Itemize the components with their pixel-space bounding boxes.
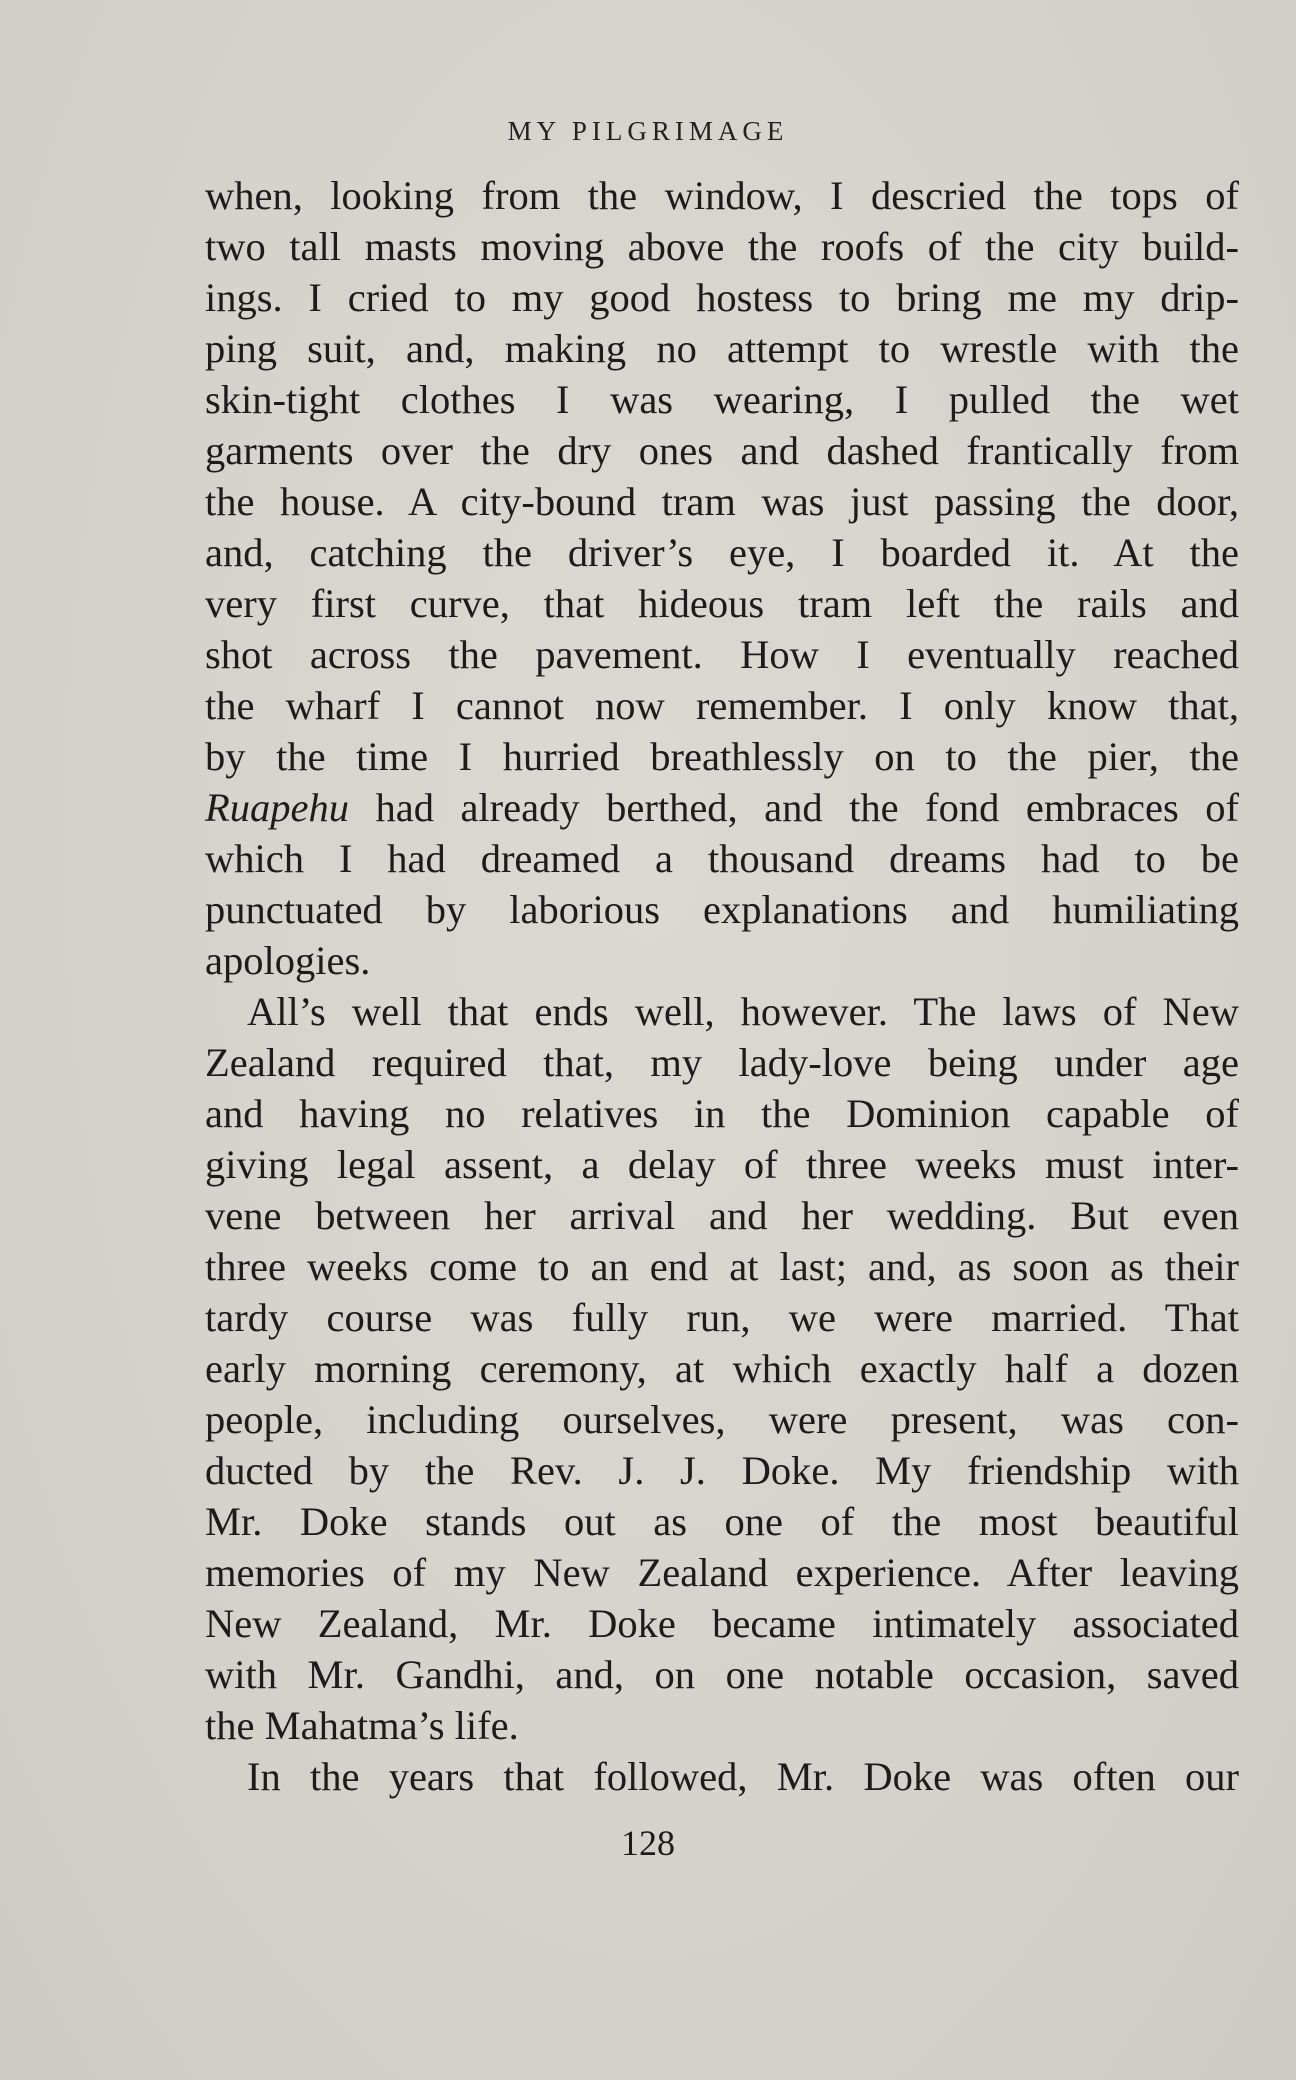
text-line: by the time I hurried breathlessly on to the pier, the (205, 734, 1239, 779)
text-line: two tall masts moving above the roofs of the city build- (205, 224, 1239, 269)
text-line: ings. I cried to my good hostess to bring me my drip- (205, 275, 1239, 320)
text-line: and having no relatives in the Dominion capable of (205, 1091, 1239, 1136)
text-line: skin-tight clothes I was wearing, I pulled the wet (205, 377, 1239, 422)
text-line: the wharf I cannot now remember. I only know that, (205, 683, 1239, 728)
text-line: people, including ourselves, were present, was con- (205, 1397, 1239, 1442)
text-line: Mr. Doke stands out as one of the most beautiful (205, 1499, 1239, 1544)
text-line: the Mahatma’s life. (205, 1703, 519, 1748)
text-line: shot across the pavement. How I eventually reached (205, 632, 1239, 677)
text-line: New Zealand, Mr. Doke became intimately associated (205, 1601, 1239, 1646)
ship-name: Ruapehu (205, 785, 349, 830)
page-number: 128 (621, 1823, 675, 1863)
text-line: the house. A city-bound tram was just passing the door, (205, 479, 1239, 524)
text-line: apologies. (205, 938, 371, 983)
text-line: and, catching the driver’s eye, I boarded it. At the (205, 530, 1239, 575)
text-line: with Mr. Gandhi, and, on one notable occasion, saved (205, 1652, 1239, 1697)
text-line: All’s well that ends well, however. The laws of New (247, 989, 1239, 1034)
running-head: MY PILGRIMAGE (507, 116, 789, 146)
text-line: early morning ceremony, at which exactly half a dozen (205, 1346, 1239, 1391)
body-text (205, 170, 1239, 1802)
text-line: garments over the dry ones and dashed frantically from (205, 428, 1239, 473)
text-line: vene between her arrival and her wedding. But even (205, 1193, 1239, 1238)
text-line: giving legal assent, a delay of three weeks must inter- (205, 1142, 1239, 1187)
text-line: punctuated by laborious explanations and humiliating (205, 887, 1239, 932)
text-line: ducted by the Rev. J. J. Doke. My friendship with (205, 1448, 1239, 1493)
text-line: In the years that followed, Mr. Doke was often our (247, 1754, 1239, 1799)
text-line: which I had dreamed a thousand dreams had to be (205, 836, 1239, 881)
text-line: three weeks come to an end at last; and, as soon as their (205, 1244, 1239, 1289)
text-line: ping suit, and, making no attempt to wrestle with the (205, 326, 1239, 371)
text-line: memories of my New Zealand experience. After leaving (205, 1550, 1239, 1595)
text-line: very first curve, that hideous tram left the rails and (205, 581, 1239, 626)
text-line: tardy course was fully run, we were married. That (205, 1295, 1239, 1340)
text-line: Zealand required that, my lady-love being under age (205, 1040, 1239, 1085)
text-line: when, looking from the window, I descried the tops of (205, 173, 1239, 218)
text-line: Ruapehu had already berthed, and the fond embraces of (205, 785, 1239, 830)
